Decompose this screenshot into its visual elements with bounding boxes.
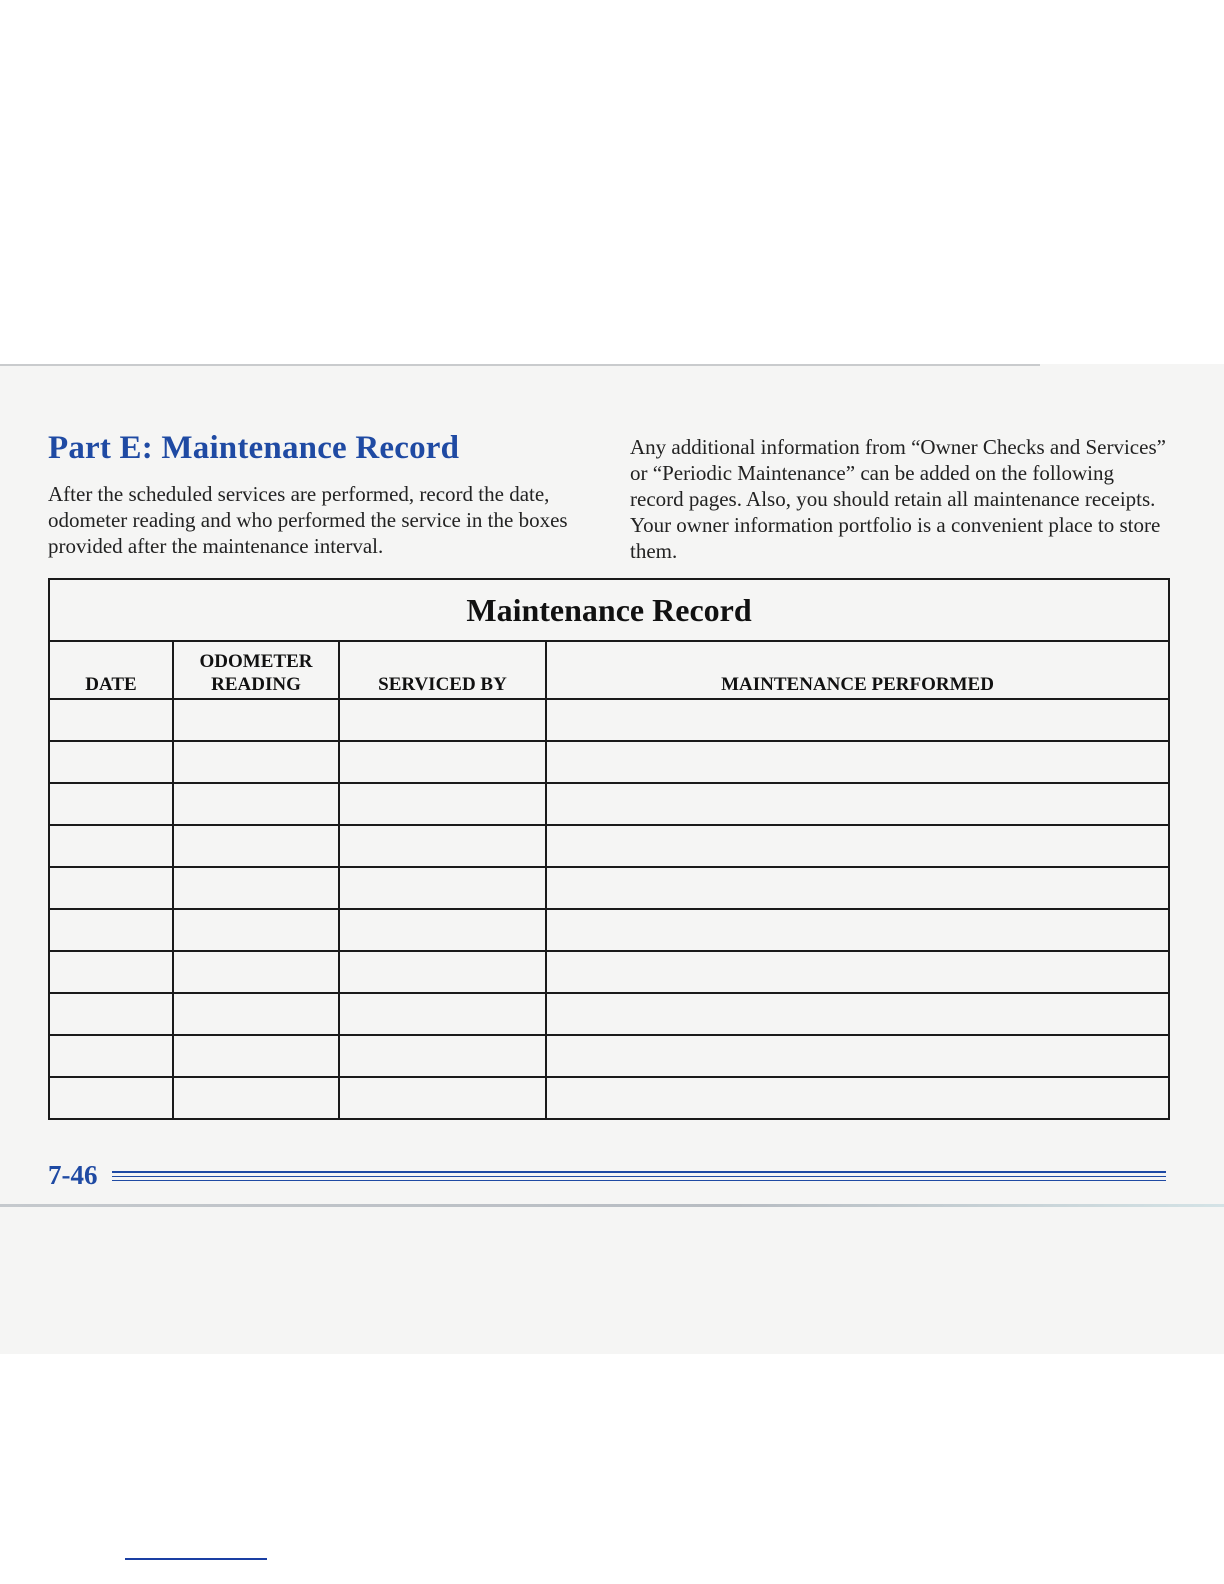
- footer-rule-line: [112, 1180, 1166, 1181]
- record-cell-date[interactable]: [49, 867, 173, 909]
- record-cell-serviced-by[interactable]: [339, 993, 546, 1035]
- record-cell-serviced-by[interactable]: [339, 909, 546, 951]
- record-cell-serviced-by[interactable]: [339, 741, 546, 783]
- table-body: [49, 699, 1169, 1119]
- record-cell-maintenance-performed[interactable]: [546, 909, 1169, 951]
- record-cell-date[interactable]: [49, 951, 173, 993]
- record-cell-serviced-by[interactable]: [339, 825, 546, 867]
- table-row: [49, 699, 1169, 741]
- record-cell-serviced-by[interactable]: [339, 867, 546, 909]
- table-title: Maintenance Record: [49, 579, 1169, 641]
- record-cell-maintenance-performed[interactable]: [546, 1035, 1169, 1077]
- record-cell-odometer-reading[interactable]: [173, 825, 339, 867]
- record-cell-odometer-reading[interactable]: [173, 867, 339, 909]
- footer-rule-line: [112, 1176, 1166, 1177]
- table-row: [49, 1077, 1169, 1119]
- record-cell-serviced-by[interactable]: [339, 1077, 546, 1119]
- record-cell-serviced-by[interactable]: [339, 1035, 546, 1077]
- record-cell-odometer-reading[interactable]: [173, 699, 339, 741]
- record-cell-date[interactable]: [49, 783, 173, 825]
- table-row: [49, 867, 1169, 909]
- record-cell-date[interactable]: [49, 993, 173, 1035]
- column-header-date: DATE: [49, 641, 173, 699]
- record-cell-maintenance-performed[interactable]: [546, 783, 1169, 825]
- record-cell-odometer-reading[interactable]: [173, 1035, 339, 1077]
- record-cell-maintenance-performed[interactable]: [546, 867, 1169, 909]
- column-header-maintenance-performed: MAINTENANCE PERFORMED: [546, 641, 1169, 699]
- footer-rule: [112, 1171, 1166, 1183]
- record-cell-odometer-reading[interactable]: [173, 951, 339, 993]
- page-number: 7-46: [48, 1160, 98, 1190]
- record-cell-serviced-by[interactable]: [339, 699, 546, 741]
- intro-paragraph-left: After the scheduled services are performed, record the date, odometer reading and who performed the service in the boxes provided after the maintenance interval.: [48, 482, 568, 558]
- maintenance-record-table: [48, 578, 1170, 1120]
- record-cell-odometer-reading[interactable]: [173, 993, 339, 1035]
- record-cell-odometer-reading[interactable]: [173, 783, 339, 825]
- table-row: [49, 1035, 1169, 1077]
- table-row: [49, 783, 1169, 825]
- record-cell-maintenance-performed[interactable]: [546, 951, 1169, 993]
- record-cell-maintenance-performed[interactable]: [546, 825, 1169, 867]
- column-header-odometer-reading: ODOMETER READING: [173, 641, 339, 699]
- section-title: Part E: Maintenance Record: [48, 430, 460, 466]
- record-cell-maintenance-performed[interactable]: [546, 741, 1169, 783]
- record-cell-maintenance-performed[interactable]: [546, 1077, 1169, 1119]
- record-cell-serviced-by[interactable]: [339, 951, 546, 993]
- record-cell-date[interactable]: [49, 825, 173, 867]
- record-cell-odometer-reading[interactable]: [173, 741, 339, 783]
- record-cell-maintenance-performed[interactable]: [546, 699, 1169, 741]
- record-cell-date[interactable]: [49, 741, 173, 783]
- intro-paragraph-right: Any additional information from “Owner Checks and Services” or “Periodic Maintenance” can be added on the following record pages. Also, you should retain all maintenance receipts. Your owner information portfolio is a convenient place to store them.: [630, 435, 1166, 563]
- record-cell-odometer-reading[interactable]: [173, 1077, 339, 1119]
- top-divider: [0, 364, 1040, 366]
- record-cell-date[interactable]: [49, 909, 173, 951]
- record-cell-date[interactable]: [49, 699, 173, 741]
- footer-rule-line: [112, 1171, 1166, 1173]
- record-cell-odometer-reading[interactable]: [173, 909, 339, 951]
- column-header-serviced-by: SERVICED BY: [339, 641, 546, 699]
- table-row: [49, 741, 1169, 783]
- table-row: [49, 951, 1169, 993]
- record-cell-serviced-by[interactable]: [339, 783, 546, 825]
- table-row: [49, 825, 1169, 867]
- table-row: [49, 993, 1169, 1035]
- link-underline: [125, 1558, 267, 1560]
- record-cell-date[interactable]: [49, 1035, 173, 1077]
- bottom-divider: [0, 1204, 1224, 1207]
- table-row: [49, 909, 1169, 951]
- record-cell-maintenance-performed[interactable]: [546, 993, 1169, 1035]
- record-cell-date[interactable]: [49, 1077, 173, 1119]
